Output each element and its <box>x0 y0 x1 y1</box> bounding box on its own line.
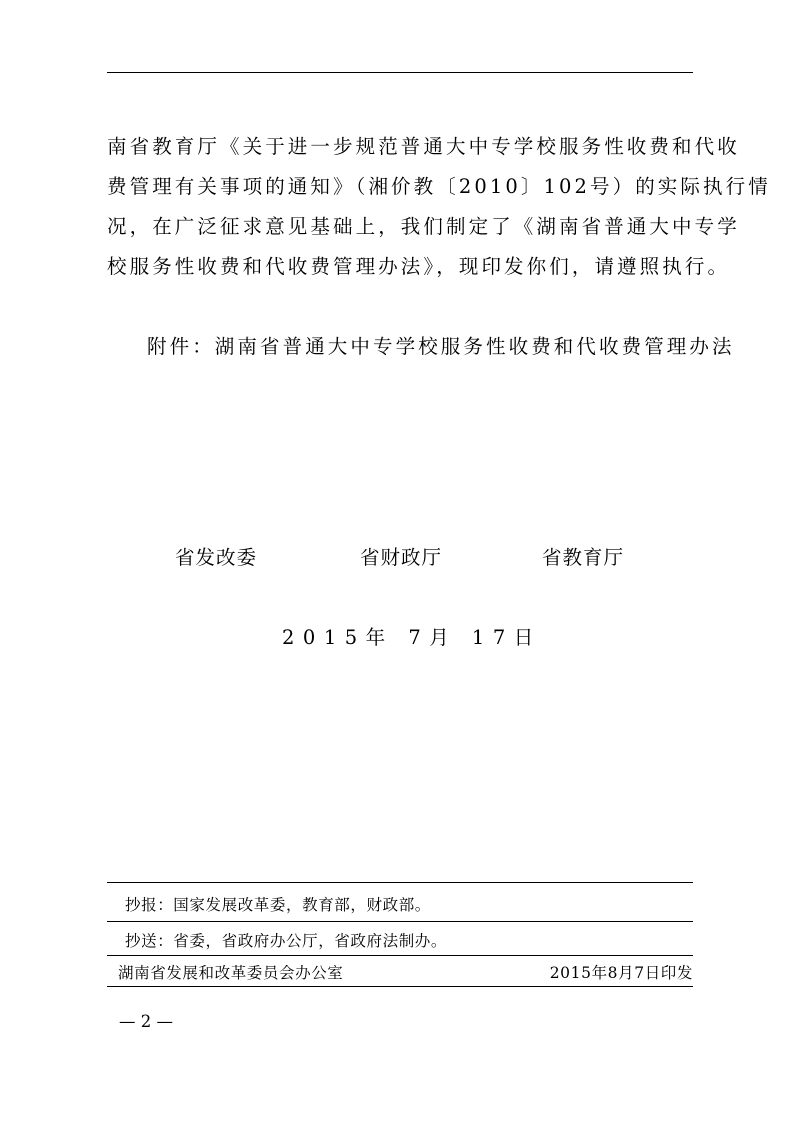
body-line: 况，在广泛征求意见基础上，我们制定了《湖南省普通大中专学 <box>107 215 740 238</box>
signer-education: 省教育厅 <box>542 546 625 569</box>
header-rule <box>107 72 693 73</box>
print-date: 2015年8月7日印发 <box>549 964 693 982</box>
body-line: 南省教育厅《关于进一步规范普通大中专学校服务性收费和代收 <box>107 135 740 158</box>
issuing-office: 湖南省发展和改革委员会办公室 <box>118 964 344 982</box>
attachment-line: 附件：湖南省普通大中专学校服务性收费和代收费管理办法 <box>147 335 735 358</box>
signer-development-reform: 省发改委 <box>175 546 258 569</box>
footer-middle-rule <box>107 921 693 922</box>
body-paragraph <box>107 127 771 287</box>
page-number: — 2 — <box>119 1012 173 1031</box>
body-line: 校服务性收费和代收费管理办法》，现印发你们，请遵照执行。 <box>107 255 731 278</box>
footer-bottom-rule <box>107 986 693 987</box>
footer-lower-rule <box>107 955 693 956</box>
footer-top-rule <box>107 882 693 883</box>
document-date: 2015年 7月 17日 <box>282 626 542 649</box>
report-to: 抄报：国家发展改革委，教育部，财政部。 <box>125 896 431 914</box>
copy-to: 抄送：省委，省政府办公厅，省政府法制办。 <box>125 932 448 950</box>
signer-finance: 省财政厅 <box>360 546 443 569</box>
body-line: 费管理有关事项的通知》（湘价教〔2010〕102号）的实际执行情 <box>107 175 771 198</box>
